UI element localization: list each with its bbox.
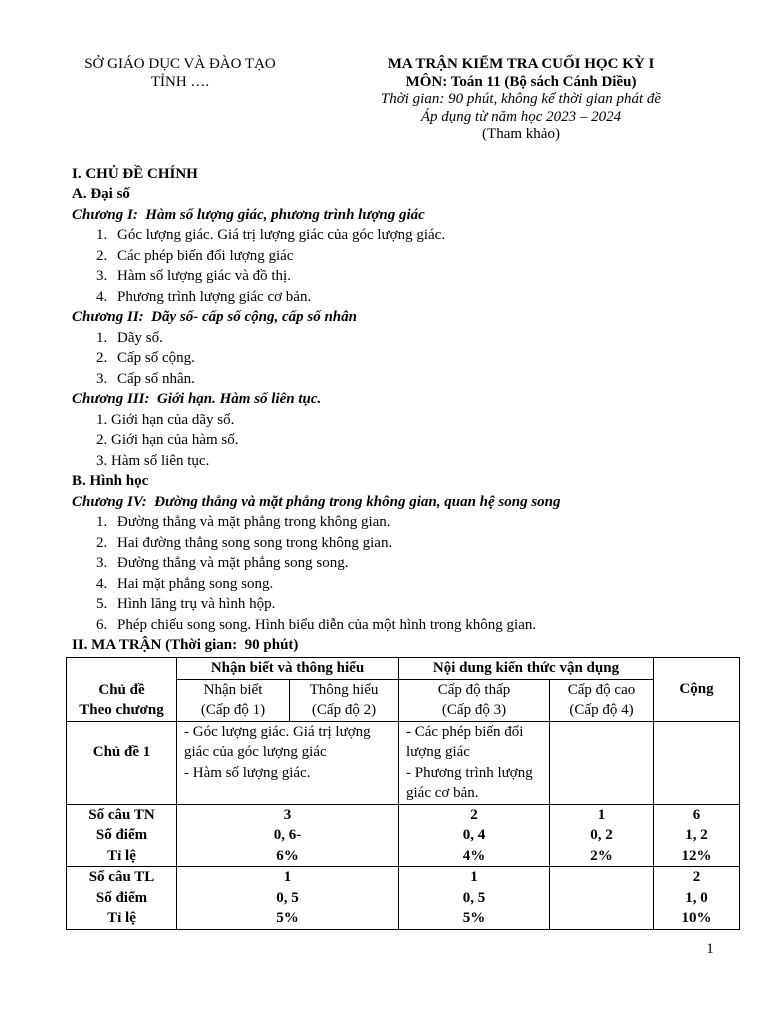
level-number: (Cấp độ 3) (441, 702, 507, 718)
level-number: (Cấp độ 4) (569, 702, 634, 718)
school-year-line: Áp dụng từ năm học 2023 – 2024 (420, 108, 622, 125)
header-level-2 (290, 679, 399, 721)
item-text: Hàm số liên tục. (111, 452, 210, 469)
item-text: Phép chiếu song song. Hình biểu diễn của một hình trong không gian. (117, 616, 537, 633)
list-item (72, 266, 742, 287)
cell-value: 6% (276, 847, 299, 864)
item-number: 3. (96, 268, 108, 285)
mc-recognition-cell (177, 804, 399, 867)
chapter-heading-4: Chương IV: Đường thẳng và mặt phẳng trong không gian, quan hệ song song (72, 493, 561, 510)
list-item (72, 533, 742, 554)
essay-application-low-cell (399, 867, 550, 930)
cell-value: 0, 4 (462, 827, 486, 843)
issuer-block (72, 56, 288, 91)
level-name: Cấp độ cao (567, 681, 636, 698)
mc-labels-cell (67, 804, 177, 867)
subject-line: MÔN: Toán 11 (Bộ sách Cánh Diều) (405, 73, 637, 90)
cell-value: 1 (470, 869, 478, 885)
cell-value: 1, 0 (685, 889, 708, 906)
item-number: 6. (96, 616, 108, 633)
item-number: 1. (96, 329, 108, 346)
row-label: Số câu TL (88, 869, 155, 885)
province-name: TỈNH …. (150, 73, 210, 90)
cell-value: 10% (681, 910, 712, 926)
document-title: MA TRẬN KIỂM TRA CUỐI HỌC KỲ I (387, 56, 655, 72)
list-item (72, 594, 742, 615)
header-level-1 (177, 679, 290, 721)
essay-recognition-cell (177, 867, 399, 930)
cell-value: 0, 6- (273, 827, 302, 843)
level-number: (Cấp độ 2) (311, 702, 377, 718)
header-recognition-group: Nhận biết và thông hiểu (177, 658, 399, 680)
level-name: Nhận biết (203, 681, 263, 698)
list-item (72, 287, 742, 308)
chapter-heading-3: Chương III: Giới hạn. Hàm số liên tục. (72, 391, 322, 408)
list-item (72, 615, 742, 636)
content-bullet: - Hàm số lượng giác. (184, 764, 311, 781)
cell-value: 3 (283, 806, 292, 823)
item-text: Các phép biến đổi lượng giác (117, 247, 294, 264)
item-text: Đường thẳng và mặt phẳng song song. (117, 555, 349, 572)
header-topic-cell (67, 658, 177, 722)
content-bullet: - Góc lượng giác. Giá trị lượng giác của góc lượng giác (184, 723, 371, 760)
header-level-4 (550, 679, 654, 721)
department-name: SỞ GIÁO DỤC VÀ ĐÀO TẠO (84, 56, 276, 72)
row-label: Số điểm (95, 827, 148, 843)
list-item (72, 246, 742, 267)
cell-value: 6 (692, 806, 701, 823)
item-number: 3. (96, 370, 108, 387)
item-number: 1. (96, 227, 108, 244)
level-name: Cấp độ thấp (437, 681, 511, 698)
item-text: Hình lăng trụ và hình hộp. (117, 596, 276, 613)
list-item (72, 225, 742, 246)
list-item (72, 348, 742, 369)
topic-recognition-cell (177, 721, 399, 804)
item-number: 4. (96, 288, 108, 305)
content-bullet: - Các phép biến đổi lượng giác (406, 723, 524, 760)
row-label: Tỉ lệ (107, 910, 136, 926)
item-text: Góc lượng giác. Giá trị lượng giác của góc lượng giác. (117, 227, 446, 244)
item-text: Giới hạn của dãy số. (111, 411, 235, 428)
row-label: Số câu TN (88, 806, 155, 823)
header-topic-line: Chủ đề (98, 681, 145, 698)
topic-label-cell: Chủ đề 1 (67, 721, 177, 804)
cell-value: 0, 5 (462, 889, 486, 906)
empty-cell (550, 867, 654, 930)
cell-value: 0, 2 (590, 827, 613, 843)
item-text: Giới hạn của hàm số. (111, 432, 239, 449)
list-item (72, 512, 742, 533)
cell-value: 2% (590, 847, 613, 864)
content-bullet: - Phương trình lượng giác cơ bản. (406, 764, 533, 801)
chapter-heading-2: Chương II: Dãy số- cấp số cộng, cấp số nhân (72, 309, 357, 326)
list-item (72, 328, 742, 349)
table-row (67, 867, 740, 930)
cell-value: 2 (470, 806, 478, 823)
part-heading-geometry: B. Hình học (72, 473, 149, 490)
item-number: 1. (96, 514, 108, 531)
page-number: 1 (706, 941, 714, 957)
item-text: Hai đường thẳng song song trong không gian. (117, 534, 393, 551)
part-heading-algebra: A. Đại số (72, 186, 130, 203)
level-name: Thông hiểu (309, 681, 379, 698)
item-text: Hàm số lượng giác và đồ thị. (117, 268, 291, 285)
mc-application-high-cell (550, 804, 654, 867)
item-text: Hai mặt phẳng song song. (117, 575, 274, 592)
item-text: Dãy số. (117, 329, 163, 346)
row-label: Số điểm (95, 889, 148, 906)
header-level-3 (399, 679, 550, 721)
list-item (72, 430, 742, 451)
cell-value: 1 (283, 869, 292, 885)
chapter-heading-1: Chương I: Hàm số lượng giác, phương trình lượng giác (72, 206, 425, 223)
item-number: 2. (96, 247, 108, 264)
item-number: 1. (96, 411, 108, 428)
list-item (72, 574, 742, 595)
item-number: 3. (96, 555, 108, 572)
list-item (72, 410, 742, 431)
item-number: 2. (96, 534, 108, 551)
list-item (72, 553, 742, 574)
item-number: 2. (96, 432, 108, 449)
mc-total-cell (654, 804, 740, 867)
cell-value: 12% (681, 847, 712, 864)
table-header-row (67, 658, 740, 680)
topic-application-low-cell (399, 721, 550, 804)
item-text: Đường thẳng và mặt phẳng trong không gian. (117, 514, 391, 531)
list-item (72, 369, 742, 390)
item-number: 2. (96, 350, 108, 367)
item-number: 3. (96, 452, 108, 469)
cell-value: 2 (692, 869, 701, 885)
reference-note: (Tham khảo) (482, 126, 560, 142)
matrix-table (66, 657, 740, 930)
cell-value: 1, 2 (685, 827, 708, 843)
topics-section (72, 164, 742, 656)
cell-value: 5% (462, 910, 486, 926)
table-row (67, 721, 740, 804)
empty-cell (654, 721, 740, 804)
header-total-cell: Cộng (654, 658, 740, 722)
essay-total-cell (654, 867, 740, 930)
empty-cell (550, 721, 654, 804)
header-topic-line: Theo chương (79, 702, 164, 718)
item-text: Cấp số nhân. (117, 370, 195, 387)
header-application-group: Nội dung kiến thức vận dụng (399, 658, 654, 680)
cell-value: 4% (462, 847, 486, 864)
cell-value: 5% (276, 910, 299, 926)
section-heading-topics: I. CHỦ ĐỀ CHÍNH (72, 165, 198, 182)
cell-value: 1 (597, 806, 606, 823)
item-text: Phương trình lượng giác cơ bản. (117, 288, 312, 305)
item-text: Cấp số cộng. (117, 350, 195, 367)
title-block (360, 56, 682, 144)
essay-labels-cell (67, 867, 177, 930)
level-number: (Cấp độ 1) (200, 702, 266, 718)
list-item (72, 451, 742, 472)
mc-application-low-cell (399, 804, 550, 867)
item-number: 5. (96, 596, 108, 613)
row-label: Tỉ lệ (107, 847, 136, 864)
item-number: 4. (96, 575, 108, 592)
section-heading-matrix: II. MA TRẬN (Thời gian: 90 phút) (72, 637, 299, 654)
table-row (67, 804, 740, 867)
cell-value: 0, 5 (276, 889, 299, 906)
duration-line: Thời gian: 90 phút, không kể thời gian phát đề (380, 91, 662, 107)
